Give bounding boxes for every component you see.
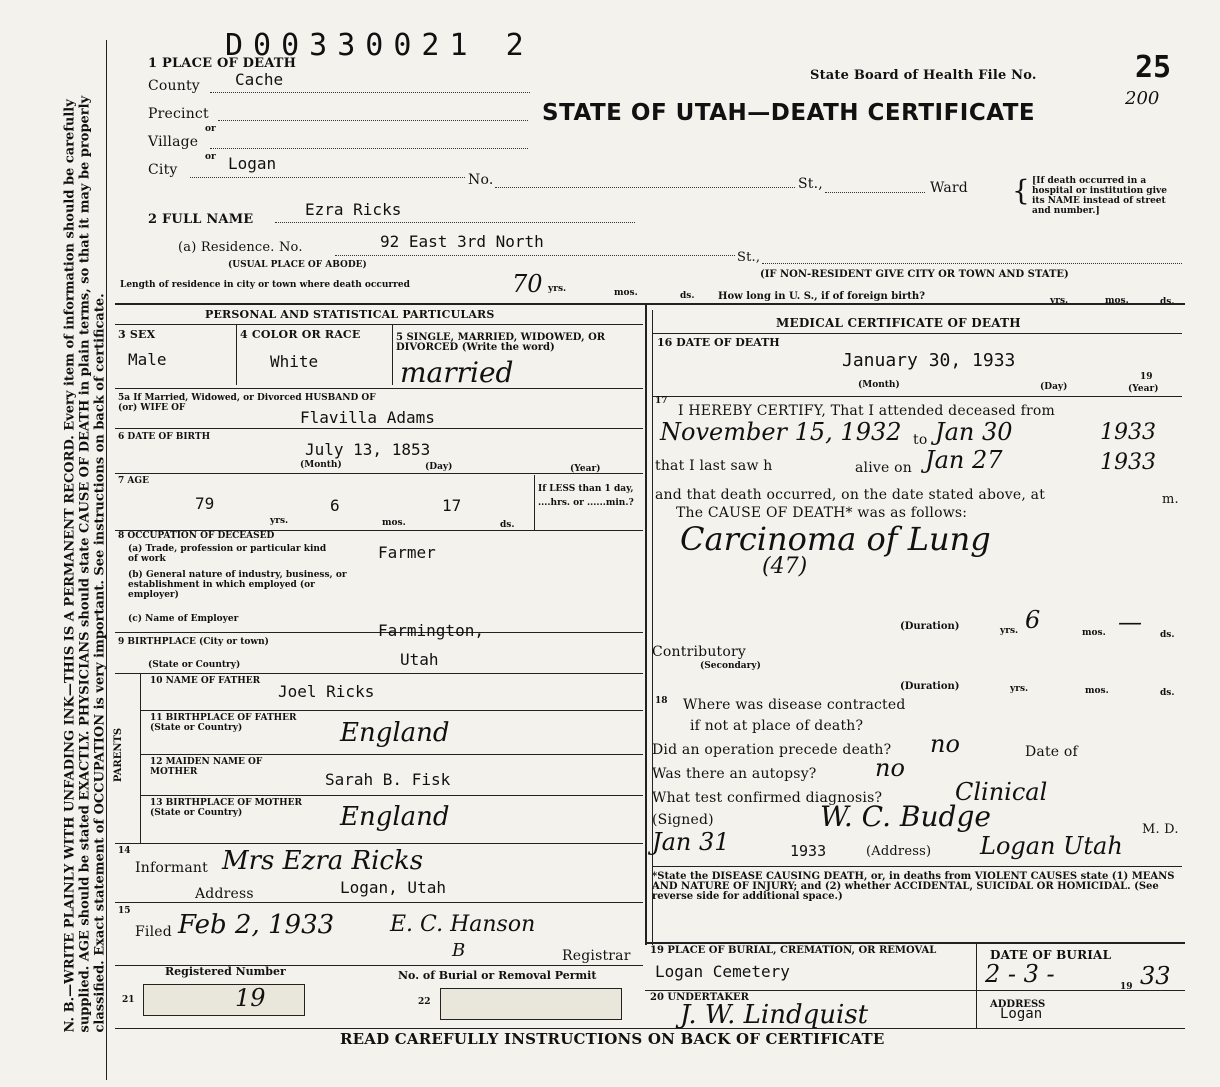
age-ds-label: ds. (500, 520, 515, 530)
death-occurred-label: and that death occurred, on the date stated above, at (655, 487, 1046, 503)
signed-label: (Signed) (652, 812, 714, 828)
employer-label: (c) Name of Employer (128, 614, 239, 624)
length-mos: mos. (614, 288, 638, 298)
father-value: Joel Ricks (278, 682, 375, 701)
board-file-label: State Board of Health File No. (810, 68, 1037, 83)
us-ds: ds. (1160, 297, 1175, 307)
death-nineteen: 19 (1140, 372, 1153, 382)
duration-yrs-label-1: yrs. (1000, 626, 1019, 636)
physician-address: Logan Utah (980, 832, 1123, 860)
father-birthplace-label: 11 BIRTHPLACE OF FATHER (State or Country) (150, 713, 297, 733)
age-yrs-label: yrs. (270, 516, 289, 526)
test-diagnosis-label: What test confirmed diagnosis? (652, 790, 883, 806)
precinct-label: Precinct (148, 106, 209, 122)
duration-yrs-label-2: yrs. (1010, 684, 1029, 694)
mother-birthplace-label: 13 BIRTHPLACE OF MOTHER (State or Country) (150, 798, 302, 818)
dob-value: July 13, 1853 (305, 440, 431, 459)
not-place-label: if not at place of death? (690, 718, 864, 734)
duration-ds-label-2: ds. (1160, 688, 1175, 698)
cause-code: (47) (762, 554, 808, 579)
duration-mos-label-1: mos. (1082, 628, 1106, 638)
age-label: 7 AGE (118, 476, 149, 486)
ward-label: Ward (930, 180, 968, 196)
certify-number: 17 (655, 396, 668, 406)
attended-to-value: Jan 30 (935, 418, 1013, 446)
residence-st-label: St., (737, 250, 761, 265)
duration-months-value: — (1118, 608, 1142, 636)
mother-label: 12 MAIDEN NAME OF MOTHER (150, 757, 263, 777)
or-label-2: or (205, 152, 216, 162)
birthplace-city-value: Farmington, (378, 621, 484, 640)
burial-place-value: Logan Cemetery (655, 962, 790, 981)
spouse-label: 5a If Married, Widowed, or Divorced HUSBAND OF (or) WIFE OF (118, 393, 376, 413)
informant-label: Informant (135, 860, 208, 876)
autopsy-value: no (875, 754, 905, 782)
burial-date-label: DATE OF BURIAL (990, 948, 1112, 962)
death-day-label: (Day) (1040, 382, 1068, 392)
filed-number: 15 (118, 906, 131, 916)
date-of-death-value: January 30, 1933 (842, 350, 1016, 371)
age-mos-label: mos. (382, 518, 406, 528)
length-ds: ds. (680, 291, 695, 301)
spouse-value: Flavilla Adams (300, 408, 435, 427)
attended-to-year: 1933 (1100, 420, 1156, 445)
death-month-label: (Month) (858, 380, 900, 390)
last-saw-date: Jan 27 (925, 446, 1003, 474)
cause-footnote: *State the DISEASE CAUSING DEATH, or, in deaths from VIOLENT CAUSES state (1) MEANS AND NATURE OF INJURY; and (2) whether ACCIDENTAL, SUICIDAL OR HOMICIDAL. (See reverse side for additional space.) (652, 871, 1175, 902)
registrar-mark: B (452, 940, 466, 961)
medical-heading: MEDICAL CERTIFICATE OF DEATH (776, 316, 1021, 330)
disease-contracted-label: Where was disease contracted (683, 697, 906, 713)
brace: { (1012, 174, 1030, 207)
registrar-label: Registrar (562, 948, 631, 964)
duration-label-1: (Duration) (900, 621, 960, 632)
mother-birthplace-value: England (340, 802, 450, 832)
informant-number: 14 (118, 846, 131, 856)
undertaker-address-label: ADDRESS (990, 999, 1046, 1010)
mother-value: Sarah B. Fisk (325, 770, 451, 789)
duration-ds-label-1: ds. (1160, 630, 1175, 640)
secondary-label: (Secondary) (700, 661, 761, 671)
attended-to-label: to (913, 432, 928, 448)
or-label-1: or (205, 124, 216, 134)
institution-note: [If death occurred in a hospital or institution give its NAME instead of street and number.] (1032, 176, 1167, 216)
operation-date-label: Date of (1025, 744, 1078, 760)
length-yrs: yrs. (548, 284, 567, 294)
birthplace-state-value: Utah (400, 650, 439, 669)
side-instructions: N. B.—WRITE PLAINLY WITH UNFADING INK—THIS IS A PERMANENT RECORD. Every item of information should be carefully supplied. AGE should be stated EXACTLY. PHYSICIANS should state CAUSE OF DEATH in plain terms, so that it may be properly classified. Exact statement of OCCUPATION is very important. See instructions on back of certificate. (62, 95, 108, 1033)
permit-box-number: 22 (418, 997, 431, 1007)
less-than-day-label: If LESS than 1 day, ....hrs. or ......min.? (538, 484, 634, 508)
undertaker-signature: J. W. Lindquist (680, 1000, 869, 1030)
footer-instructions: READ CAREFULLY INSTRUCTIONS ON BACK OF CERTIFICATE (340, 1030, 885, 1048)
usual-abode-label: (USUAL PLACE OF ABODE) (228, 260, 367, 270)
death-year-label: (Year) (1128, 384, 1159, 394)
personal-heading: PERSONAL AND STATISTICAL PARTICULARS (205, 308, 495, 321)
informant-value: Mrs Ezra Ricks (222, 846, 424, 876)
burial-place-label: 19 PLACE OF BURIAL, CREMATION, OR REMOVAL (650, 945, 937, 956)
undertaker-label: 20 UNDERTAKER (650, 992, 749, 1003)
how-long-label: How long in U. S., if of foreign birth? (718, 291, 926, 302)
burial-year-pre: 19 (1120, 982, 1133, 992)
filed-date: Feb 2, 1933 (178, 910, 335, 940)
full-name-value: Ezra Ricks (305, 200, 402, 219)
autopsy-label: Was there an autopsy? (652, 766, 817, 782)
occupation-b-label: (b) General nature of industry, business, or establishment in which employed (or employer) (128, 570, 347, 600)
village-label: Village (148, 134, 199, 150)
age-years-value: 79 (195, 494, 215, 513)
nonresident-label: (IF NON-RESIDENT GIVE CITY OR TOWN AND STATE) (760, 269, 1069, 280)
operation-label: Did an operation precede death? (652, 742, 892, 758)
contributory-label: Contributory (652, 644, 746, 660)
board-file-number: 25 (1135, 50, 1172, 85)
sex-label: 3 SEX (118, 328, 156, 341)
document-stamp-number: D00330021 2 (225, 28, 534, 63)
burial-permit-label: No. of Burial or Removal Permit (398, 969, 597, 982)
board-file-sub: 200 (1125, 88, 1160, 109)
sex-value: Male (128, 350, 167, 369)
color-value: White (270, 352, 319, 371)
duration-label-2: (Duration) (900, 681, 960, 692)
duration-mos-label-2: mos. (1085, 686, 1109, 696)
birthplace-state-label: (State or Country) (148, 660, 241, 670)
filed-label: Filed (135, 924, 172, 940)
dob-year-label: (Year) (570, 464, 601, 474)
physician-signature: W. C. Budge (820, 800, 991, 833)
city-label: City (148, 162, 178, 178)
us-yrs: yrs. (1050, 296, 1069, 306)
residence-label: (a) Residence. No. (178, 240, 303, 255)
registered-number-label: Registered Number (165, 965, 286, 978)
us-mos: mos. (1105, 296, 1129, 306)
test-diagnosis-value: Clinical (955, 778, 1048, 806)
signed-year: 1933 (790, 842, 827, 860)
attended-from-value: November 15, 1932 (660, 418, 902, 446)
city-st-label: St., (798, 176, 823, 192)
burial-date-value: 2 - 3 - (985, 960, 1055, 988)
age-days-value: 17 (442, 496, 462, 515)
county-label: County (148, 78, 200, 94)
informant-address-label: Address (195, 886, 254, 902)
filed-signature: E. C. Hanson (390, 912, 536, 937)
operation-value: no (930, 730, 960, 758)
cause-of-death-label: The CAUSE OF DEATH* was as follows: (676, 505, 968, 521)
informant-address-value: Logan, Utah (340, 878, 446, 897)
occupation-value: Farmer (378, 543, 436, 562)
dob-month-label: (Month) (300, 460, 342, 470)
physician-address-label: (Address) (866, 844, 932, 859)
father-label: 10 NAME OF FATHER (150, 676, 261, 686)
signed-date: Jan 31 (652, 828, 730, 856)
length-residence-value: 70 (512, 270, 543, 298)
undertaker-address: Logan (1000, 1006, 1043, 1022)
marital-value: married (400, 356, 514, 389)
occupation-a-label: (a) Trade, profession or particular kind of work (128, 544, 327, 564)
dob-label: 6 DATE OF BIRTH (118, 432, 211, 442)
place-of-death-heading: 1 PLACE OF DEATH (148, 56, 297, 71)
city-no-label: No. (468, 172, 494, 188)
last-saw-year: 1933 (1100, 450, 1156, 475)
last-saw-label: that I last saw h (655, 458, 773, 474)
birthplace-label: 9 BIRTHPLACE (City or town) (118, 637, 269, 647)
registered-box-number: 21 (122, 995, 135, 1005)
city-value: Logan (228, 154, 277, 173)
age-months-value: 6 (330, 496, 340, 515)
item18-number: 18 (655, 696, 668, 706)
alive-on-label: alive on (855, 460, 912, 476)
cause-of-death-value: Carcinoma of Lung (680, 520, 991, 558)
registered-number-value: 19 (235, 984, 266, 1012)
dob-day-label: (Day) (425, 462, 453, 472)
parents-label: PARENTS (113, 727, 125, 783)
burial-year-value: 33 (1140, 962, 1171, 990)
residence-value: 92 East 3rd North (380, 232, 544, 251)
color-label: 4 COLOR OR RACE (240, 328, 361, 341)
occupation-label: 8 OCCUPATION OF DECEASED (118, 531, 275, 541)
father-birthplace-value: England (340, 718, 450, 748)
certificate-title: STATE OF UTAH—DEATH CERTIFICATE (542, 100, 1036, 126)
death-time-m: m. (1162, 492, 1179, 507)
length-residence-label: Length of residence in city or town where death occurred (120, 280, 410, 290)
certify-text: I HEREBY CERTIFY, That I attended deceased from (678, 403, 1055, 419)
md-label: M. D. (1142, 822, 1179, 837)
burial-permit-box (440, 988, 622, 1020)
full-name-label: 2 FULL NAME (148, 212, 254, 227)
duration-years-value: 6 (1025, 606, 1041, 634)
date-of-death-label: 16 DATE OF DEATH (657, 336, 780, 349)
county-value: Cache (235, 70, 284, 89)
marital-label: 5 SINGLE, MARRIED, WIDOWED, OR DIVORCED (Write the word) (396, 332, 606, 353)
registered-number-box (143, 984, 305, 1016)
